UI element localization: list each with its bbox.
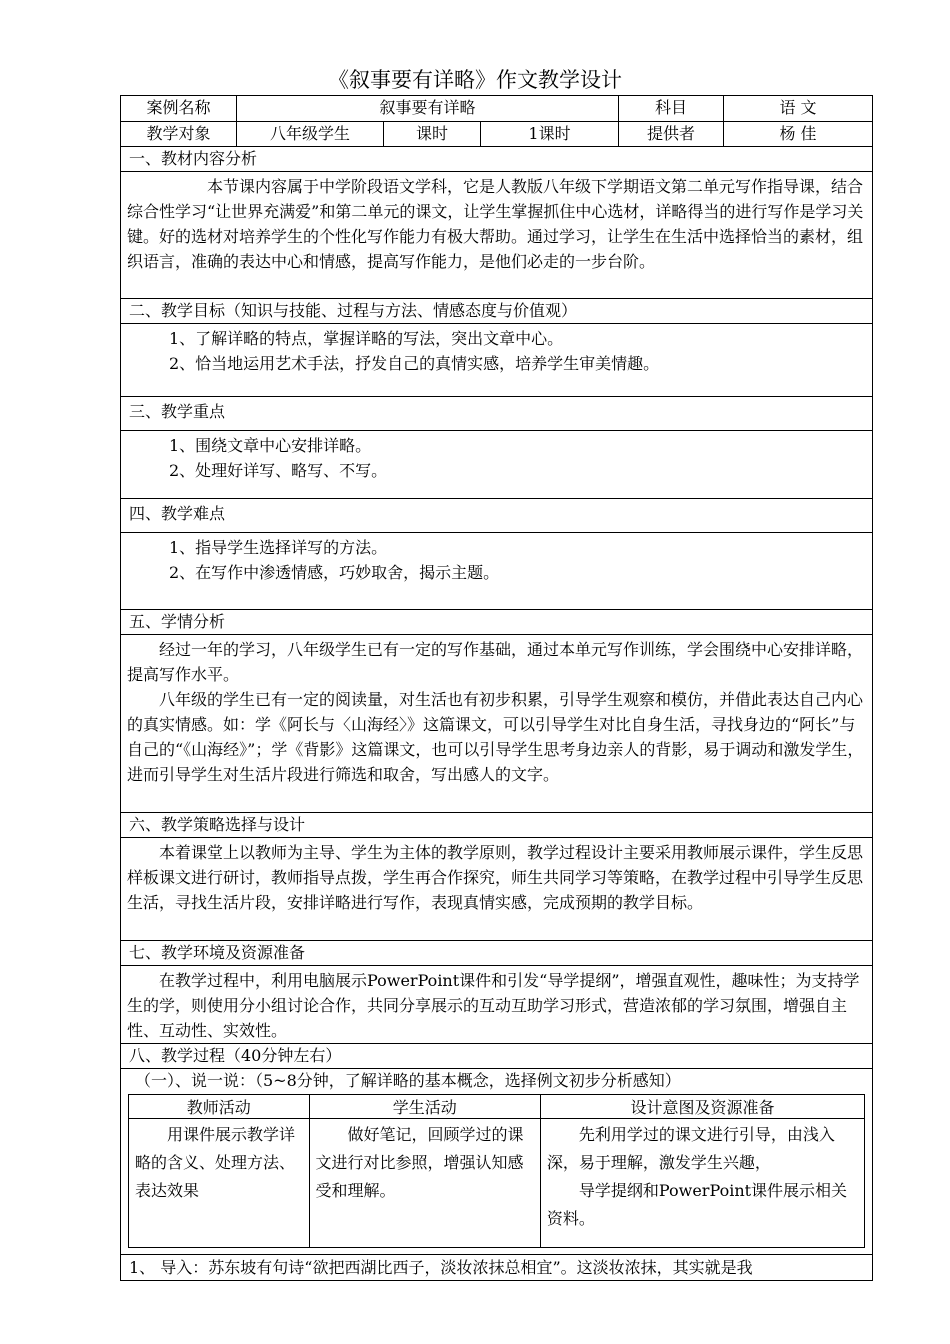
section-body-4	[121, 532, 872, 609]
lesson-plan-table	[120, 95, 873, 1281]
section-body-2	[121, 323, 872, 396]
section-heading-1: 一、教材内容分析	[121, 146, 872, 171]
goal-item: 1、了解详略的特点，掌握详略的写法，突出文章中心。	[169, 329, 564, 348]
section-body-7	[121, 965, 872, 1043]
section-heading-7: 七、教学环境及资源准备	[121, 940, 872, 965]
info-row-audience	[121, 121, 872, 146]
header-design-intent: 设计意图及资源准备	[540, 1095, 864, 1118]
value-provider: 杨 佳	[723, 122, 872, 146]
section-body-3	[121, 430, 872, 498]
intro-line: 1、 导入：苏东坡有句诗“欲把西湖比西子，淡妆浓抹总相宜”。这淡妆浓抹，其实就是我	[121, 1254, 872, 1280]
section-body-8	[121, 1068, 872, 1248]
label-audience: 教学对象	[146, 124, 211, 143]
info-row-case	[121, 96, 872, 121]
value-audience: 八年级学生	[236, 122, 383, 146]
value-case-name: 叙事要有详略	[236, 96, 618, 121]
section-heading-4: 四、教学难点	[121, 498, 872, 532]
key-point-item: 1、围绕文章中心安排详略。	[169, 436, 372, 455]
value-period: 1课时	[480, 122, 618, 146]
step-one-heading: （一）、说一说：（5~8分钟，了解详略的基本概念，选择例文初步分析感知）	[135, 1071, 681, 1090]
learner-analysis-text: 八年级的学生已有一定的阅读量，对生活也有初步积累，引导学生观察和模仿，并借此表达自己内心的真实情感。如：学《阿长与〈山海经〉》这篇课文，可以引导学生对比自身生活，寻找身边的“阿长”与自己的“《山海经》”；学《背影》这篇课文，也可以引导学生思考身边亲人的背影，易于调动和激发学生，进而引导学生对生活片段进行筛选和取舍，写出感人的文字。	[127, 690, 864, 784]
student-activity-text: 做好笔记，回顾学过的课文进行对比参照，增强认知感受和理解。	[315, 1125, 524, 1200]
teacher-activity-text: 用课件展示教学详略的含义、处理方法、表达效果	[135, 1125, 296, 1200]
section-body-1	[121, 171, 872, 298]
design-intent-text: 导学提纲和PowerPoint课件展示相关资料。	[546, 1181, 848, 1228]
header-student-activity: 学生活动	[309, 1095, 540, 1118]
label-case-name: 案例名称	[146, 98, 211, 117]
section-heading-8: 八、教学过程（40分钟左右）	[121, 1043, 872, 1068]
section-heading-3: 三、教学重点	[121, 396, 872, 430]
section-body-6	[121, 837, 872, 940]
activity-table-row	[129, 1119, 864, 1247]
goal-item: 2、恰当地运用艺术手法，抒发自己的真情实感，培养学生审美情趣。	[169, 354, 660, 373]
design-intent-text: 先利用学过的课文进行引导，由浅入深，易于理解，激发学生兴趣，	[546, 1125, 835, 1172]
section-heading-5: 五、学情分析	[121, 609, 872, 634]
section-heading-6: 六、教学策略选择与设计	[121, 812, 872, 837]
resources-text: 在教学过程中，利用电脑展示PowerPoint课件和引发“导学提纲”，增强直观性，趣味性；为支持学生的学，则使用分小组讨论合作，共同分享展示的互动互助学习形式，营造浓郁的学习氛围，增强自主性、互动性、实效性。	[127, 971, 860, 1040]
key-point-item: 2、处理好详写、略写、不写。	[169, 461, 388, 480]
value-subject: 语 文	[723, 96, 872, 121]
cell-teacher-activity	[129, 1119, 309, 1247]
difficulty-item: 2、在写作中渗透情感，巧妙取舍，揭示主题。	[169, 563, 500, 582]
cell-design-intent	[540, 1119, 864, 1247]
activity-table	[128, 1094, 865, 1248]
header-teacher-activity: 教师活动	[186, 1098, 251, 1117]
document-title: 《叙事要有详略》作文教学设计	[328, 68, 622, 92]
activity-table-header	[129, 1095, 864, 1119]
material-analysis-text: 本节课内容属于中学阶段语文学科，它是人教版八年级下学期语文第二单元写作指导课，结合综合性学习“让世界充满爱”和第二单元的课文，让学生掌握抓住中心选材，详略得当的进行写作是学习关键。好的选材对培养学生的个性化写作能力有极大帮助。通过学习，让学生在生活中选择恰当的素材，组织语言，准确的表达中心和情感，提高写作能力，是他们必走的一步台阶。	[127, 177, 864, 271]
label-subject: 科目	[618, 96, 723, 121]
label-provider: 提供者	[618, 122, 723, 146]
section-heading-2: 二、教学目标（知识与技能、过程与方法、情感态度与价值观）	[121, 298, 872, 323]
section-body-5	[121, 634, 872, 812]
cell-student-activity	[309, 1119, 540, 1247]
difficulty-item: 1、指导学生选择详写的方法。	[169, 538, 388, 557]
strategy-text: 本着课堂上以教师为主导、学生为主体的教学原则，教学过程设计主要采用教师展示课件，学生反思样板课文进行研讨，教师指导点拨，学生再合作探究，师生共同学习等策略，在教学过程中引导学生反思生活，寻找生活片段，安排详略进行写作，表现真情实感，完成预期的教学目标。	[127, 843, 864, 912]
learner-analysis-text: 经过一年的学习，八年级学生已有一定的写作基础，通过本单元写作训练，学会围绕中心安排详略，提高写作水平。	[127, 640, 864, 684]
label-period: 课时	[383, 122, 480, 146]
